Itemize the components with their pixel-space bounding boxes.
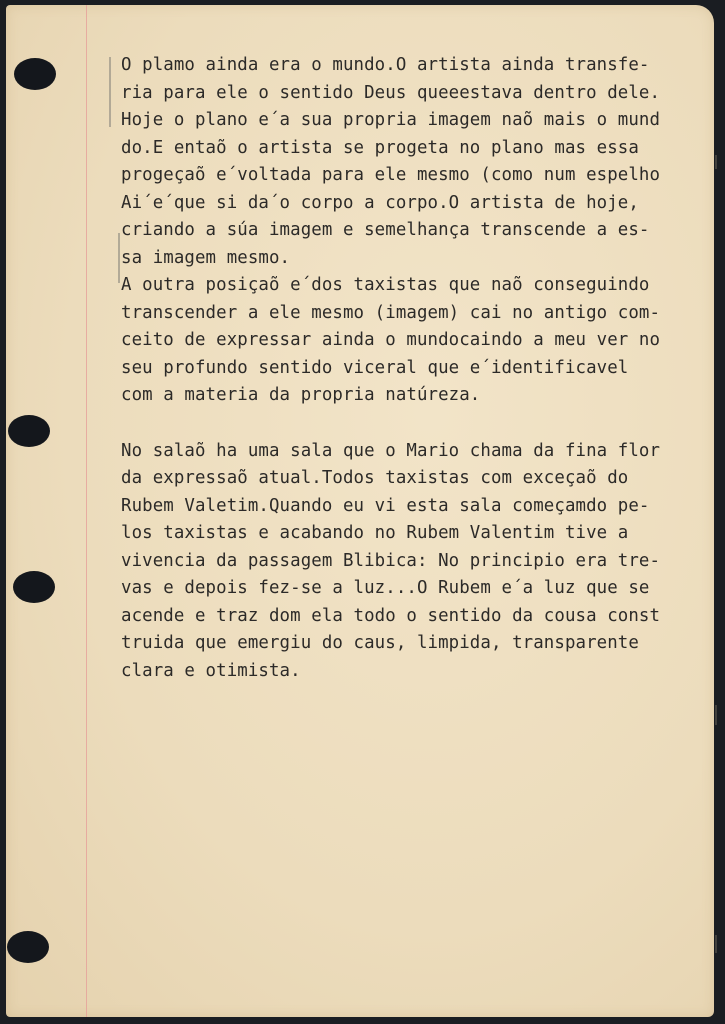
binder-hole [8,415,50,447]
edge-mark [715,705,717,725]
text-line: da expressaõ atual.Todos taxistas com exceçaõ do [121,468,629,488]
text-line: sa imagem mesmo. [121,247,291,268]
pencil-mark [118,233,120,283]
text-line: Ai´e´que si da´o corpo a corpo.O artista de hoje, [121,192,639,213]
text-line: Rubem Valetim.Quando eu vi esta sala começamdo pe- [121,495,650,516]
paragraph-gap [121,410,711,438]
text-line: progeçaõ e´voltada para ele mesmo (como num espelho [121,165,661,185]
binder-hole [13,571,55,603]
text-line: transcender a ele mesmo (imagem) cai no antigo com- [121,302,661,323]
pencil-mark [109,57,111,127]
text-line: vas e depois fez-se a luz...O Rubem e´a luz que se [121,578,650,598]
paragraph-2 [121,438,711,686]
text-line: clara e otimista. [121,660,301,681]
text-line: Hoje o plano e´a sua propria imagem naõ mais o mund [121,110,661,130]
text-line: ria para ele o sentido Deus queeestava dentro dele. [121,82,661,103]
text-line: ceito de expressar ainda o mundocaindo a meu ver no [121,330,661,350]
margin-line [86,5,87,1017]
text-line: vivencia da passagem Blibica: No principio era tre- [121,550,661,571]
text-line: A outra posiçaõ e´dos taxistas que naõ conseguindo [121,275,650,295]
edge-mark [715,155,717,169]
text-line: seu profundo sentido viceral que e´identificavel [121,357,629,378]
text-line: acende e traz dom ela todo o sentido da cousa const [121,605,661,626]
text-line: truida que emergiu do caus, limpida, transparente [121,633,639,653]
text-line: criando a súa imagem e semelhança transcende a es- [121,220,650,240]
text-line: do.E entaõ o artista se progeta no plano mas essa [121,137,639,158]
binder-hole [7,931,49,963]
text-line: los taxistas e acabando no Rubem Valentim tive a [121,523,629,543]
edge-mark [715,935,717,953]
text-line: com a materia da propria natúreza. [121,385,481,405]
paragraph-1 [121,52,711,410]
text-line: O plamo ainda era o mundo.O artista ainda transfe- [121,55,650,75]
binder-hole [14,58,56,90]
text-line: No salaõ ha uma sala que o Mario chama da fina flor [121,440,661,461]
typewritten-text [121,52,711,685]
